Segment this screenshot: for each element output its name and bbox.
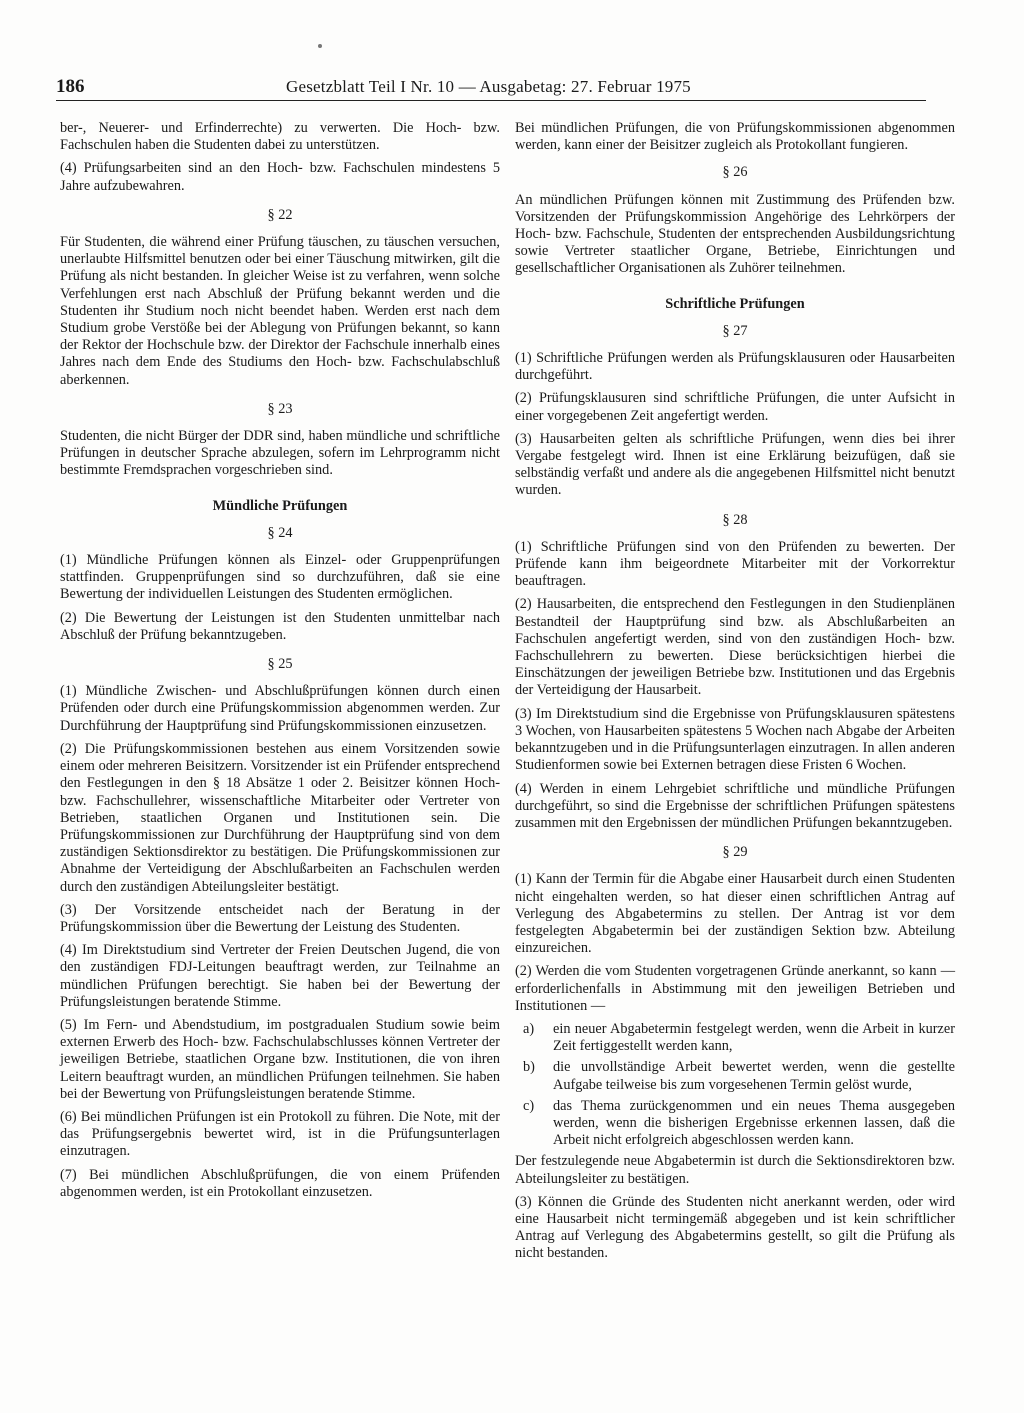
list-item-label: c) (523, 1097, 535, 1114)
left-column (60, 120, 500, 1207)
paragraph: (2) Werden die vom Studenten vorgetragenen Gründe anerkannt, so kann — erforderlichenfalls in Abstimmung mit den jeweiligen Betrieben und Institutionen — (515, 963, 955, 1014)
paragraph: (6) Bei mündlichen Prüfungen ist ein Protokoll zu führen. Die Note, mit der das Prüfungsergebnis bewertet wird, ist in die Prüfungsunterlagen einzutragen. (60, 1108, 500, 1160)
list-item-text: ein neuer Abgabetermin festgelegt werden, wenn die Arbeit in kurzer Zeit fertiggestellt werden kann, (553, 1020, 955, 1055)
paragraph: (3) Hausarbeiten gelten als schriftliche Prüfungen, wenn dies bei ihrer Vergabe festgelegt wird. Ihnen ist eine Erklärung beizufügen, daß sie selbständig verfaßt und andere als die angegebenen Hilfsmittel nicht benutzt wurden. (515, 430, 955, 499)
paragraph: (2) Die Prüfungskommissionen bestehen aus einem Vorsitzenden sowie einem oder mehreren Beisitzern. Vorsitzender ist ein Prüfender entsprechend den Festlegungen in den § 18 Absätze 1 oder 2. Beisitzer können Hoch- bzw. Fachschullehrer, wissenschaftliche Mitarbeiter oder Vertreter von Betrieben, staatlichen Organen und Institutionen sein. Die Prüfungskommissionen zur Durchführung der Hauptprüfung sind von dem zuständigen Sektionsdirektor zu bestätigen. Die Prüfungskommissionen zur Abnahme der Verteidigung der Abschlußarbeiten an Fachschulen werden durch den zuständigen Abteilungsleiter bestätigt. (60, 740, 500, 895)
paragraph: (4) Prüfungsarbeiten sind an den Hoch- bzw. Fachschulen mindestens 5 Jahre aufzubewahren. (60, 160, 500, 194)
section-number: § 23 (267, 400, 293, 417)
paragraph: (3) Können die Gründe des Studenten nicht anerkannt werden, oder wird eine Hausarbeit nicht termingemäß abgegeben und ist kein schriftlicher Antrag auf Verlegung des Abgabetermins gestellt, so gilt die Prüfung als nicht bestanden. (515, 1193, 955, 1262)
paragraph: (2) Die Bewertung der Leistungen ist den Studenten unmittelbar nach Abschluß der Prüfung bekanntzugeben. (60, 609, 500, 643)
paragraph: (1) Schriftliche Prüfungen sind von den Prüfenden zu bewerten. Der Prüfende kann ihm beigeordnete Mitarbeiter mit der Vorkorrektur beauftragen. (515, 538, 955, 590)
section-number: § 26 (722, 164, 748, 181)
paragraph: (1) Mündliche Zwischen- und Abschlußprüfungen können durch einen Prüfenden oder durch eine Prüfungskommission abgenommen werden. Zur Durchführung der Hauptprüfung sind Prüfungskommissionen einzusetzen. (60, 683, 500, 734)
paragraph: Bei mündlichen Prüfungen, die von Prüfungskommissionen abgenommen werden, kann einer der Beisitzer zugleich als Protokollant fungieren. (515, 120, 955, 154)
list-item-label: b) (523, 1059, 535, 1076)
paragraph: (1) Mündliche Prüfungen können als Einzel- oder Gruppenprüfungen stattfinden. Gruppenprüfungen sind so durchzuführen, daß sie eine Bewertung der individuellen Leistungen des Studenten ermöglichen. (60, 552, 500, 603)
section-number: § 29 (722, 844, 748, 861)
paragraph: Der festzulegende neue Abgabetermin ist durch die Sektionsdirektoren bzw. Abteilungsleiter zu bestätigen. (515, 1153, 955, 1187)
paragraph: (1) Kann der Termin für die Abgabe einer Hausarbeit durch einen Studenten nicht eingehalten werden, so hat dieser einen schriftlichen Antrag auf Verlegung des Abgabetermins zu stellen. Der Antrag ist vor dem festgelegten Abgabetermin bei der zuständigen Sektion bzw. Abteilung einzureichen. (515, 871, 955, 957)
paragraph: (3) Im Direktstudium sind die Ergebnisse von Prüfungsklausuren spätestens 3 Wochen, von Hausarbeiten spätestens 5 Wochen nach Abgabe der Arbeiten bekanntzugeben und in die Prüfungsunterlagen einzutragen. In allen anderen Studienformen sowie bei Externen betragen diese Fristen 6 Wochen. (515, 705, 955, 774)
paragraph: (2) Prüfungsklausuren sind schriftliche Prüfungen, die unter Aufsicht in einer vorgegebenen Zeit angefertigt werden. (515, 390, 955, 424)
section-number: § 27 (722, 322, 748, 339)
list-item-text: das Thema zurückgenommen und ein neues Thema ausgegeben werden, wenn die bisherigen Ergebnisse erkennen lassen, daß die Arbeit nicht erfolgreich abgeschlossen werden kann. (553, 1097, 955, 1149)
list-item (515, 1059, 955, 1093)
paragraph: Studenten, die nicht Bürger der DDR sind, haben mündliche und schriftliche Prüfungen in deutscher Sprache abzulegen, sofern im Lehrprogramm nicht bestimmte Fremdsprachen vorgeschrieben sind. (60, 428, 500, 479)
page-header (56, 76, 926, 101)
paragraph: (2) Hausarbeiten, die entsprechend den Festlegungen in den Studienplänen Bestandteil der Hauptprüfung sind bzw. als Abschlußarbeiten an Fachschulen angefertigt werden, sind von den zuständigen Hoch- bzw. Fachschullehrern zu bewerten. Diese berücksichtigen hierbei die Einschätzungen der jeweiligen Betriebe bzw. Institutionen und das Ergebnis der Verteidigung der Hausarbeit. (515, 596, 955, 699)
section-number: § 24 (267, 524, 293, 541)
section-number: § 22 (267, 206, 293, 223)
paragraph: (5) Im Fern- und Abendstudium, im postgradualen Studium sowie beim externen Erwerb des Hoch- bzw. Fachschulabschlusses können Vertreter der jeweiligen Betriebe, staatlichen Organe bzw. Institutionen, die von ihren Leitern beauftragt wurden, an mündlichen Prüfungen teilnehmen. Sie haben bei der Bewertung von Prüfungsleistungen beratende Stimme. (60, 1016, 500, 1102)
page-number: 186 (56, 76, 85, 97)
right-column (515, 120, 955, 1269)
section-number: § 28 (722, 511, 748, 528)
paragraph: (1) Schriftliche Prüfungen werden als Prüfungsklausuren oder Hausarbeiten durchgeführt. (515, 350, 955, 384)
paragraph: (4) Werden in einem Lehrgebiet schriftliche und mündliche Prüfungen durchgeführt, so sind die Ergebnisse der schriftlichen Prüfungen spätestens zusammen mit den Ergebnissen der mündlichen Prüfungen bekanntzugeben. (515, 780, 955, 831)
paragraph: An mündlichen Prüfungen können mit Zustimmung des Prüfenden bzw. Vorsitzenden der Prüfungskommission Angehörige des Lehrkörpers der Hoch- bzw. Fachschule, Studenten der entsprechenden Ausbildungsrichtung sowie Vertreter staatlicher Organe, Betriebe, Einrichtungen und gesellschaftlicher Organisationen als Zuhörer teilnehmen. (515, 191, 955, 277)
paragraph: (4) Im Direktstudium sind Vertreter der Freien Deutschen Jugend, die von den zuständigen FDJ-Leitungen beauftragt werden, zur Teilnahme an mündlichen Prüfungen berechtigt. Sie haben bei der Bewertung der Prüfungsleistungen beratende Stimme. (60, 942, 500, 1010)
list-item (515, 1021, 955, 1055)
paragraph: ber-, Neuerer- und Erfinderrechte) zu verwerten. Die Hoch- bzw. Fachschulen haben die Studenten dabei zu unterstützen. (60, 120, 500, 154)
paragraph: Für Studenten, die während einer Prüfung täuschen, zu täuschen versuchen, unerlaubte Hilfsmittel benutzen oder bei einer Täuschung mitwirken, gilt die Prüfung als nicht bestanden. In gleicher Weise ist zu verfahren, wenn solche Verfehlungen erst nach Abschluß der Prüfung bekannt werden und die Studenten ihr Studium noch nicht beendet haben. Werden erst nach dem Studium grobe Verstöße bei der Ablegung von Prüfungen bekannt, so kann der Rektor der Hochschule bzw. der Direktor der Fachschule innerhalb eines Jahres nach dem Ende des Studiums den Hoch- bzw. Fachschulabschluß aberkennen. (60, 234, 500, 388)
enumerated-list (515, 1021, 955, 1149)
chapter-heading: Schriftliche Prüfungen (665, 295, 805, 312)
list-item-label: a) (523, 1020, 535, 1037)
paragraph: (7) Bei mündlichen Abschlußprüfungen, die von einem Prüfenden abgenommen werden, ist ein Protokollant einzusetzen. (60, 1166, 500, 1200)
section-number: § 25 (267, 656, 293, 673)
chapter-heading: Mündliche Prüfungen (212, 497, 348, 514)
list-item (515, 1098, 955, 1150)
gazette-title: Gesetzblatt Teil I Nr. 10 — Ausgabetag: 27. Februar 1975 (286, 77, 691, 96)
list-item-text: die unvollständige Arbeit bewertet werden, wenn die gestellte Aufgabe teilweise bis zum vorgesehenen Termin gelöst wurde, (553, 1059, 955, 1093)
paragraph: (3) Der Vorsitzende entscheidet nach der Beratung in der Prüfungskommission über die Bewertung der Leistung des Studenten. (60, 901, 500, 935)
scan-speck (318, 44, 322, 48)
